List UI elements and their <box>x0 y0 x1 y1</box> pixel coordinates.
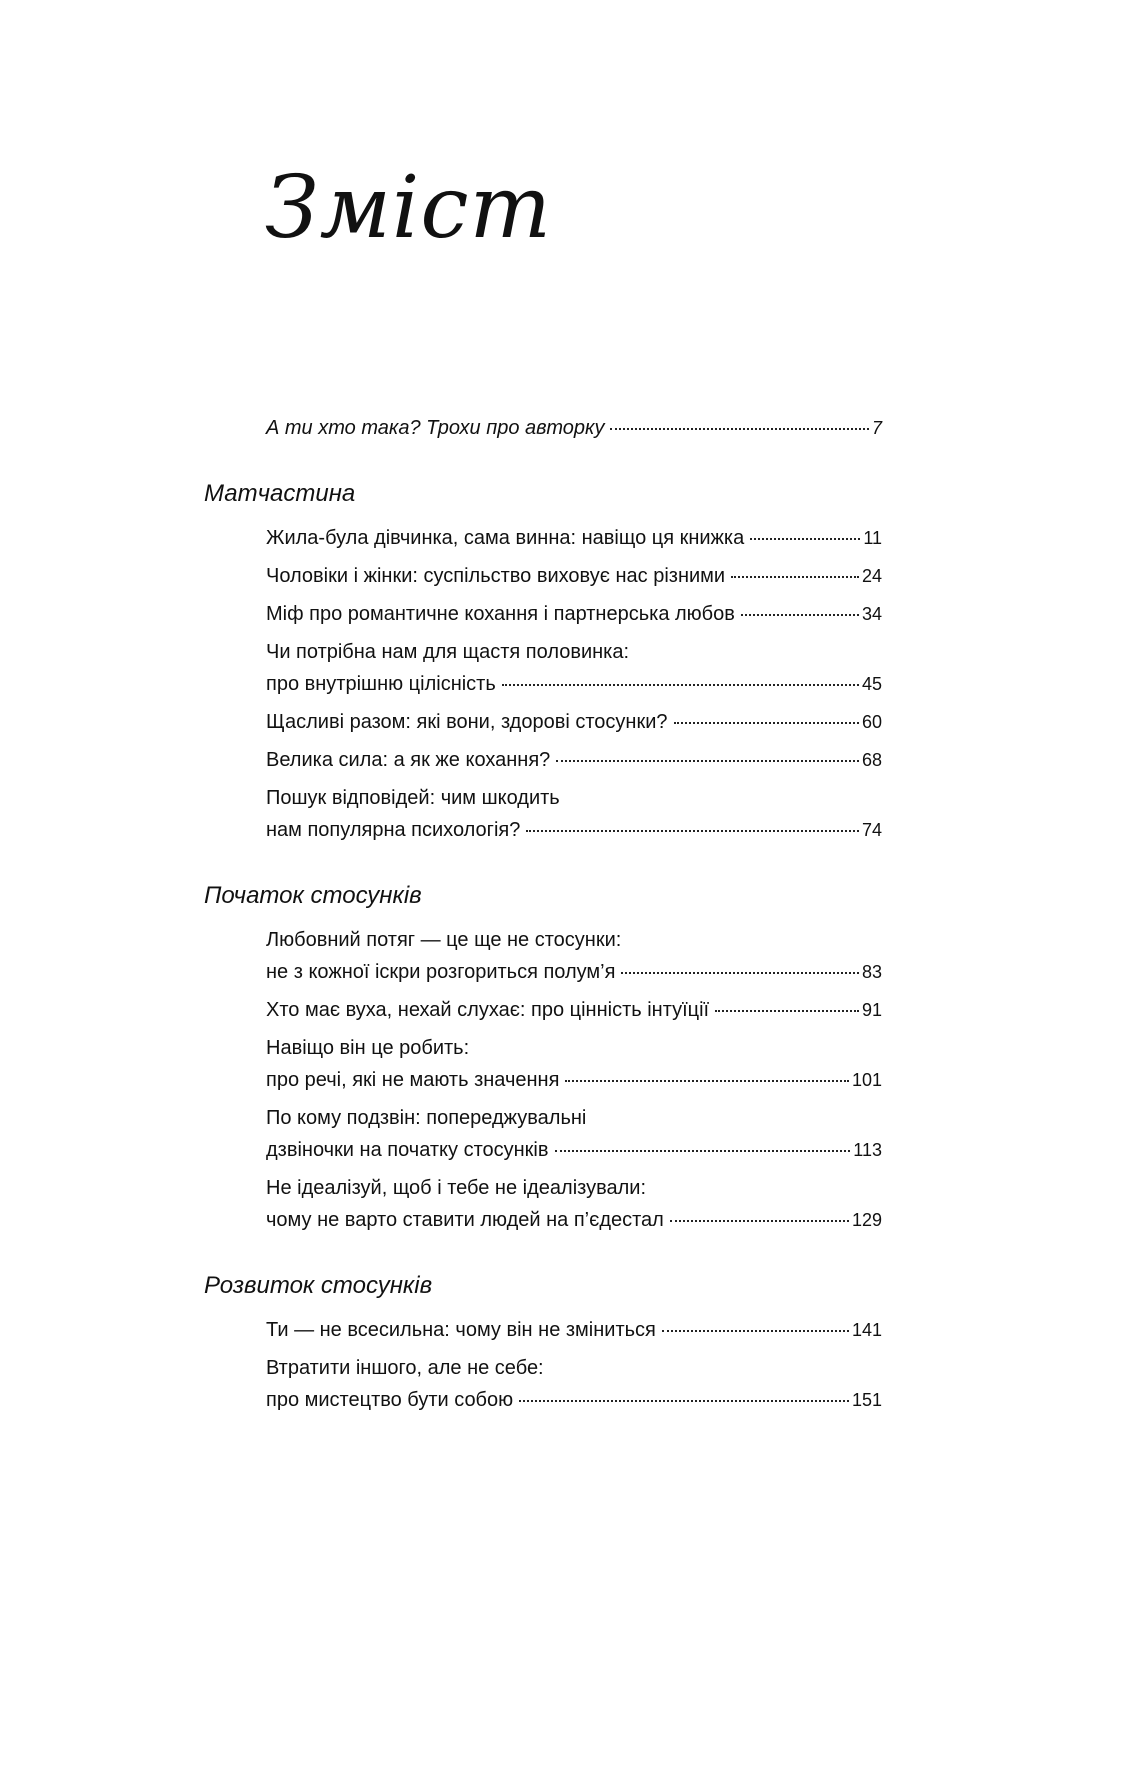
toc-entry-line <box>266 1102 882 1134</box>
toc-entry[interactable] <box>266 782 882 846</box>
toc-entry-line <box>266 814 882 846</box>
toc-entry[interactable] <box>266 522 882 554</box>
toc-entry[interactable] <box>266 924 882 988</box>
toc-entry-intro[interactable] <box>266 412 882 444</box>
toc-entry[interactable] <box>266 1172 882 1236</box>
toc-entry-page: 11 <box>863 528 882 548</box>
toc-entry-title: дзвіночки на початку стосунків <box>266 1139 549 1161</box>
toc-entry-page: 91 <box>861 1000 882 1020</box>
toc-entry-page: 7 <box>871 418 882 438</box>
dot-leader <box>610 428 869 430</box>
toc-entry-line <box>266 1172 882 1204</box>
dot-leader <box>662 1330 849 1332</box>
dot-leader <box>715 1010 859 1012</box>
table-of-contents <box>204 412 884 1422</box>
toc-entry-title: про мистецтво бути собою <box>266 1389 514 1411</box>
toc-entry-line <box>266 744 882 776</box>
toc-entry-title: Чоловіки і жінки: суспільство виховує нас різними <box>266 565 726 587</box>
toc-entry-line <box>266 636 882 668</box>
toc-entry-title: Велика сила: а як же кохання? <box>266 749 551 771</box>
dot-leader <box>674 722 859 724</box>
toc-entry-line <box>266 956 882 988</box>
dot-leader <box>556 760 859 762</box>
toc-entry-title: Не ідеалізуй, щоб і тебе не ідеалізували: <box>266 1177 646 1199</box>
toc-entry-line <box>266 1384 882 1416</box>
toc-entry-title: Хто має вуха, нехай слухає: про цінність інтуїції <box>266 999 710 1021</box>
toc-entry-page: 113 <box>853 1140 882 1160</box>
toc-entry-line <box>266 560 882 592</box>
toc-sections <box>204 478 884 1416</box>
toc-entry-page: 129 <box>851 1210 882 1230</box>
dot-leader <box>741 614 859 616</box>
toc-entry[interactable] <box>266 1352 882 1416</box>
toc-entry-page: 151 <box>851 1390 882 1410</box>
toc-entry[interactable] <box>266 706 882 738</box>
toc-entry[interactable] <box>266 636 882 700</box>
toc-entry-line <box>266 668 882 700</box>
dot-leader <box>519 1400 849 1402</box>
toc-entry-title: Чи потрібна нам для щастя половинка: <box>266 641 630 663</box>
toc-entry-line <box>266 994 882 1026</box>
toc-entry-title: про речі, які не мають значення <box>266 1069 560 1091</box>
toc-entry[interactable] <box>266 994 882 1026</box>
toc-entry-line <box>266 1204 882 1236</box>
toc-entry-page: 101 <box>851 1070 882 1090</box>
dot-leader <box>555 1150 851 1152</box>
toc-entry-title: не з кожної іскри розгориться полум’я <box>266 961 616 983</box>
toc-entry-title: Любовний потяг — це ще не стосунки: <box>266 929 622 951</box>
toc-entry-title: Втратити іншого, але не себе: <box>266 1357 544 1379</box>
toc-entry[interactable] <box>266 1032 882 1096</box>
section-title: Матчастина <box>204 480 356 507</box>
toc-entry-title: Навіщо він це робить: <box>266 1037 470 1059</box>
toc-entry-line <box>266 522 882 554</box>
toc-entry[interactable] <box>266 1102 882 1166</box>
dot-leader <box>502 684 859 686</box>
toc-entry-title: Щасливі разом: які вони, здорові стосунки? <box>266 711 668 733</box>
toc-entry-title: Пошук відповідей: чим шкодить <box>266 787 560 809</box>
section-title: Розвиток стосунків <box>204 1272 433 1299</box>
toc-entry-line <box>266 1134 882 1166</box>
toc-section <box>204 1270 884 1416</box>
toc-entry-page: 68 <box>861 750 882 770</box>
toc-entry-title: Жила-була дівчинка, сама винна: навіщо ця книжка <box>266 527 745 549</box>
toc-entry-line <box>266 1314 882 1346</box>
toc-entry[interactable] <box>266 560 882 592</box>
dot-leader <box>731 576 859 578</box>
dot-leader <box>526 830 859 832</box>
page-title: Зміст <box>265 158 553 258</box>
toc-entry-title: нам популярна психологія? <box>266 819 521 841</box>
dot-leader <box>670 1220 849 1222</box>
section-title: Початок стосунків <box>204 882 422 909</box>
toc-entry[interactable] <box>266 598 882 630</box>
toc-entry-line <box>266 782 882 814</box>
toc-entry-title: Міф про романтичне кохання і партнерська любов <box>266 603 735 625</box>
toc-entry-page: 74 <box>861 820 882 840</box>
toc-entry-line <box>266 1352 882 1384</box>
toc-entry-page: 24 <box>861 566 882 586</box>
toc-entry-line <box>266 1064 882 1096</box>
toc-entry-page: 34 <box>861 604 882 624</box>
toc-entry-line <box>266 598 882 630</box>
toc-entry-page: 141 <box>851 1320 882 1340</box>
toc-entry-line <box>266 924 882 956</box>
dot-leader <box>621 972 859 974</box>
toc-entry-page: 45 <box>861 674 882 694</box>
toc-entry-page: 60 <box>861 712 882 732</box>
toc-entry-title: По кому подзвін: попереджувальні <box>266 1107 587 1129</box>
toc-entry-line <box>266 1032 882 1064</box>
toc-entry-title: чому не варто ставити людей на п’єдестал <box>266 1209 664 1231</box>
toc-section <box>204 478 884 846</box>
dot-leader <box>750 538 860 540</box>
toc-entry-title: Ти — не всесильна: чому він не зміниться <box>266 1319 656 1341</box>
toc-entry-line <box>266 706 882 738</box>
toc-entry-title: А ти хто така? Трохи про авторку <box>266 417 605 439</box>
dot-leader <box>565 1080 849 1082</box>
toc-entry-line <box>266 412 882 444</box>
toc-entry[interactable] <box>266 744 882 776</box>
toc-entry-page: 83 <box>861 962 882 982</box>
toc-section <box>204 880 884 1236</box>
toc-entry-title: про внутрішню цілісність <box>266 673 496 695</box>
toc-entry[interactable] <box>266 1314 882 1346</box>
